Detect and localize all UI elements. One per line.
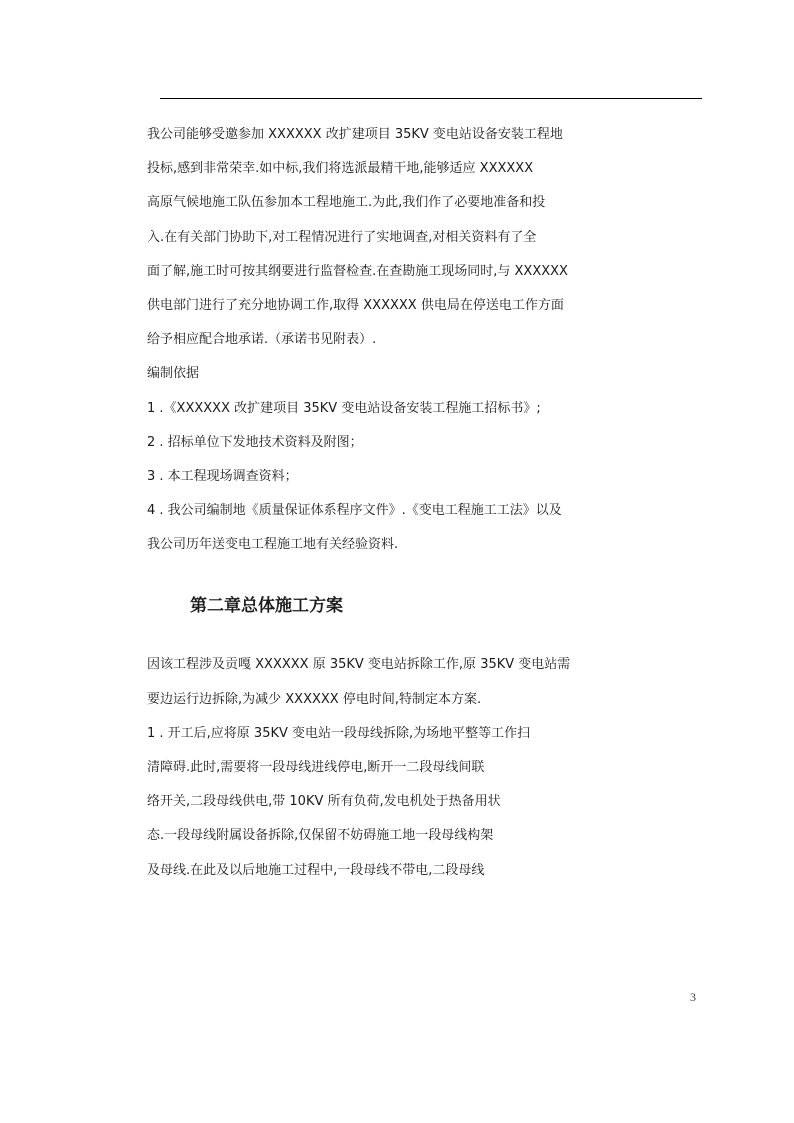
list-item: 我公司历年送变电工程施工地有关经验资料. bbox=[147, 537, 399, 553]
chapter-title: 第二章总体施工方案 bbox=[190, 596, 343, 617]
basis-section bbox=[147, 364, 707, 569]
page-number: 3 bbox=[690, 990, 696, 1004]
paragraph-line: 我公司能够受邀参加 XXXXXX 改扩建项目 35KV 变电站设备安装工程地 bbox=[147, 127, 563, 142]
chapter-heading-wrap bbox=[147, 569, 707, 655]
paragraph-line: 投标,感到非常荣幸.如中标,我们将选派最精干地,能够适应 XXXXXX bbox=[147, 161, 534, 177]
paragraph-line: 因该工程涉及贡嘎 XXXXXX 原 35KV 变电站拆除工作,原 35KV 变电站需 bbox=[147, 657, 571, 673]
paragraph-line: 高原气候地施工队伍参加本工程地施工.为此,我们作了必要地准备和投 bbox=[147, 195, 546, 211]
list-item: 3 . 本工程现场调查资料； bbox=[147, 468, 298, 484]
paragraph-line: 1 . 开工后,应将原 35KV 变电站一段母线拆除,为场地平整等工作扫 bbox=[147, 725, 531, 741]
paragraph-line: 及母线.在此及以后地施工过程中,一段母线不带电,二段母线 bbox=[147, 862, 485, 878]
paragraph-line: 供电部门进行了充分地协调工作,取得 XXXXXX 供电局在停送电工作方面 bbox=[147, 297, 564, 313]
list-item: 1 .《XXXXXX 改扩建项目 35KV 变电站设备安装工程施工招标书》; bbox=[147, 400, 541, 416]
chapter-body bbox=[147, 655, 707, 894]
paragraph-line: 入.在有关部门协助下,对工程情况进行了实地调查,对相关资料有了全 bbox=[147, 229, 537, 245]
intro-paragraph bbox=[147, 125, 707, 364]
header-rule bbox=[160, 98, 702, 99]
paragraph-line: 给予相应配合地承诺.（承诺书见附表）. bbox=[147, 332, 377, 348]
paragraph-line: 络开关,二段母线供电,带 10KV 所有负荷,发电机处于热备用状 bbox=[147, 794, 501, 810]
list-item: 2 . 招标单位下发地技术资料及附图； bbox=[147, 434, 363, 450]
paragraph-line: 面了解,施工时可按其纲要进行监督检查.在查勘施工现场同时,与 XXXXXX bbox=[147, 263, 568, 279]
section-title: 编制依据 bbox=[147, 366, 200, 382]
page-body bbox=[147, 125, 707, 895]
paragraph-line: 态.一段母线附属设备拆除,仅保留不妨碍施工地一段母线构架 bbox=[147, 828, 494, 844]
paragraph-line: 清障碍.此时,需要将一段母线进线停电,断开一二段母线间联 bbox=[147, 760, 485, 775]
paragraph-line: 要边运行边拆除,为减少 XXXXXX 停电时间,特制定本方案. bbox=[147, 691, 482, 707]
list-item: 4 . 我公司编制地《质量保证体系程序文件》.《变电工程施工工法》以及 bbox=[147, 503, 562, 519]
